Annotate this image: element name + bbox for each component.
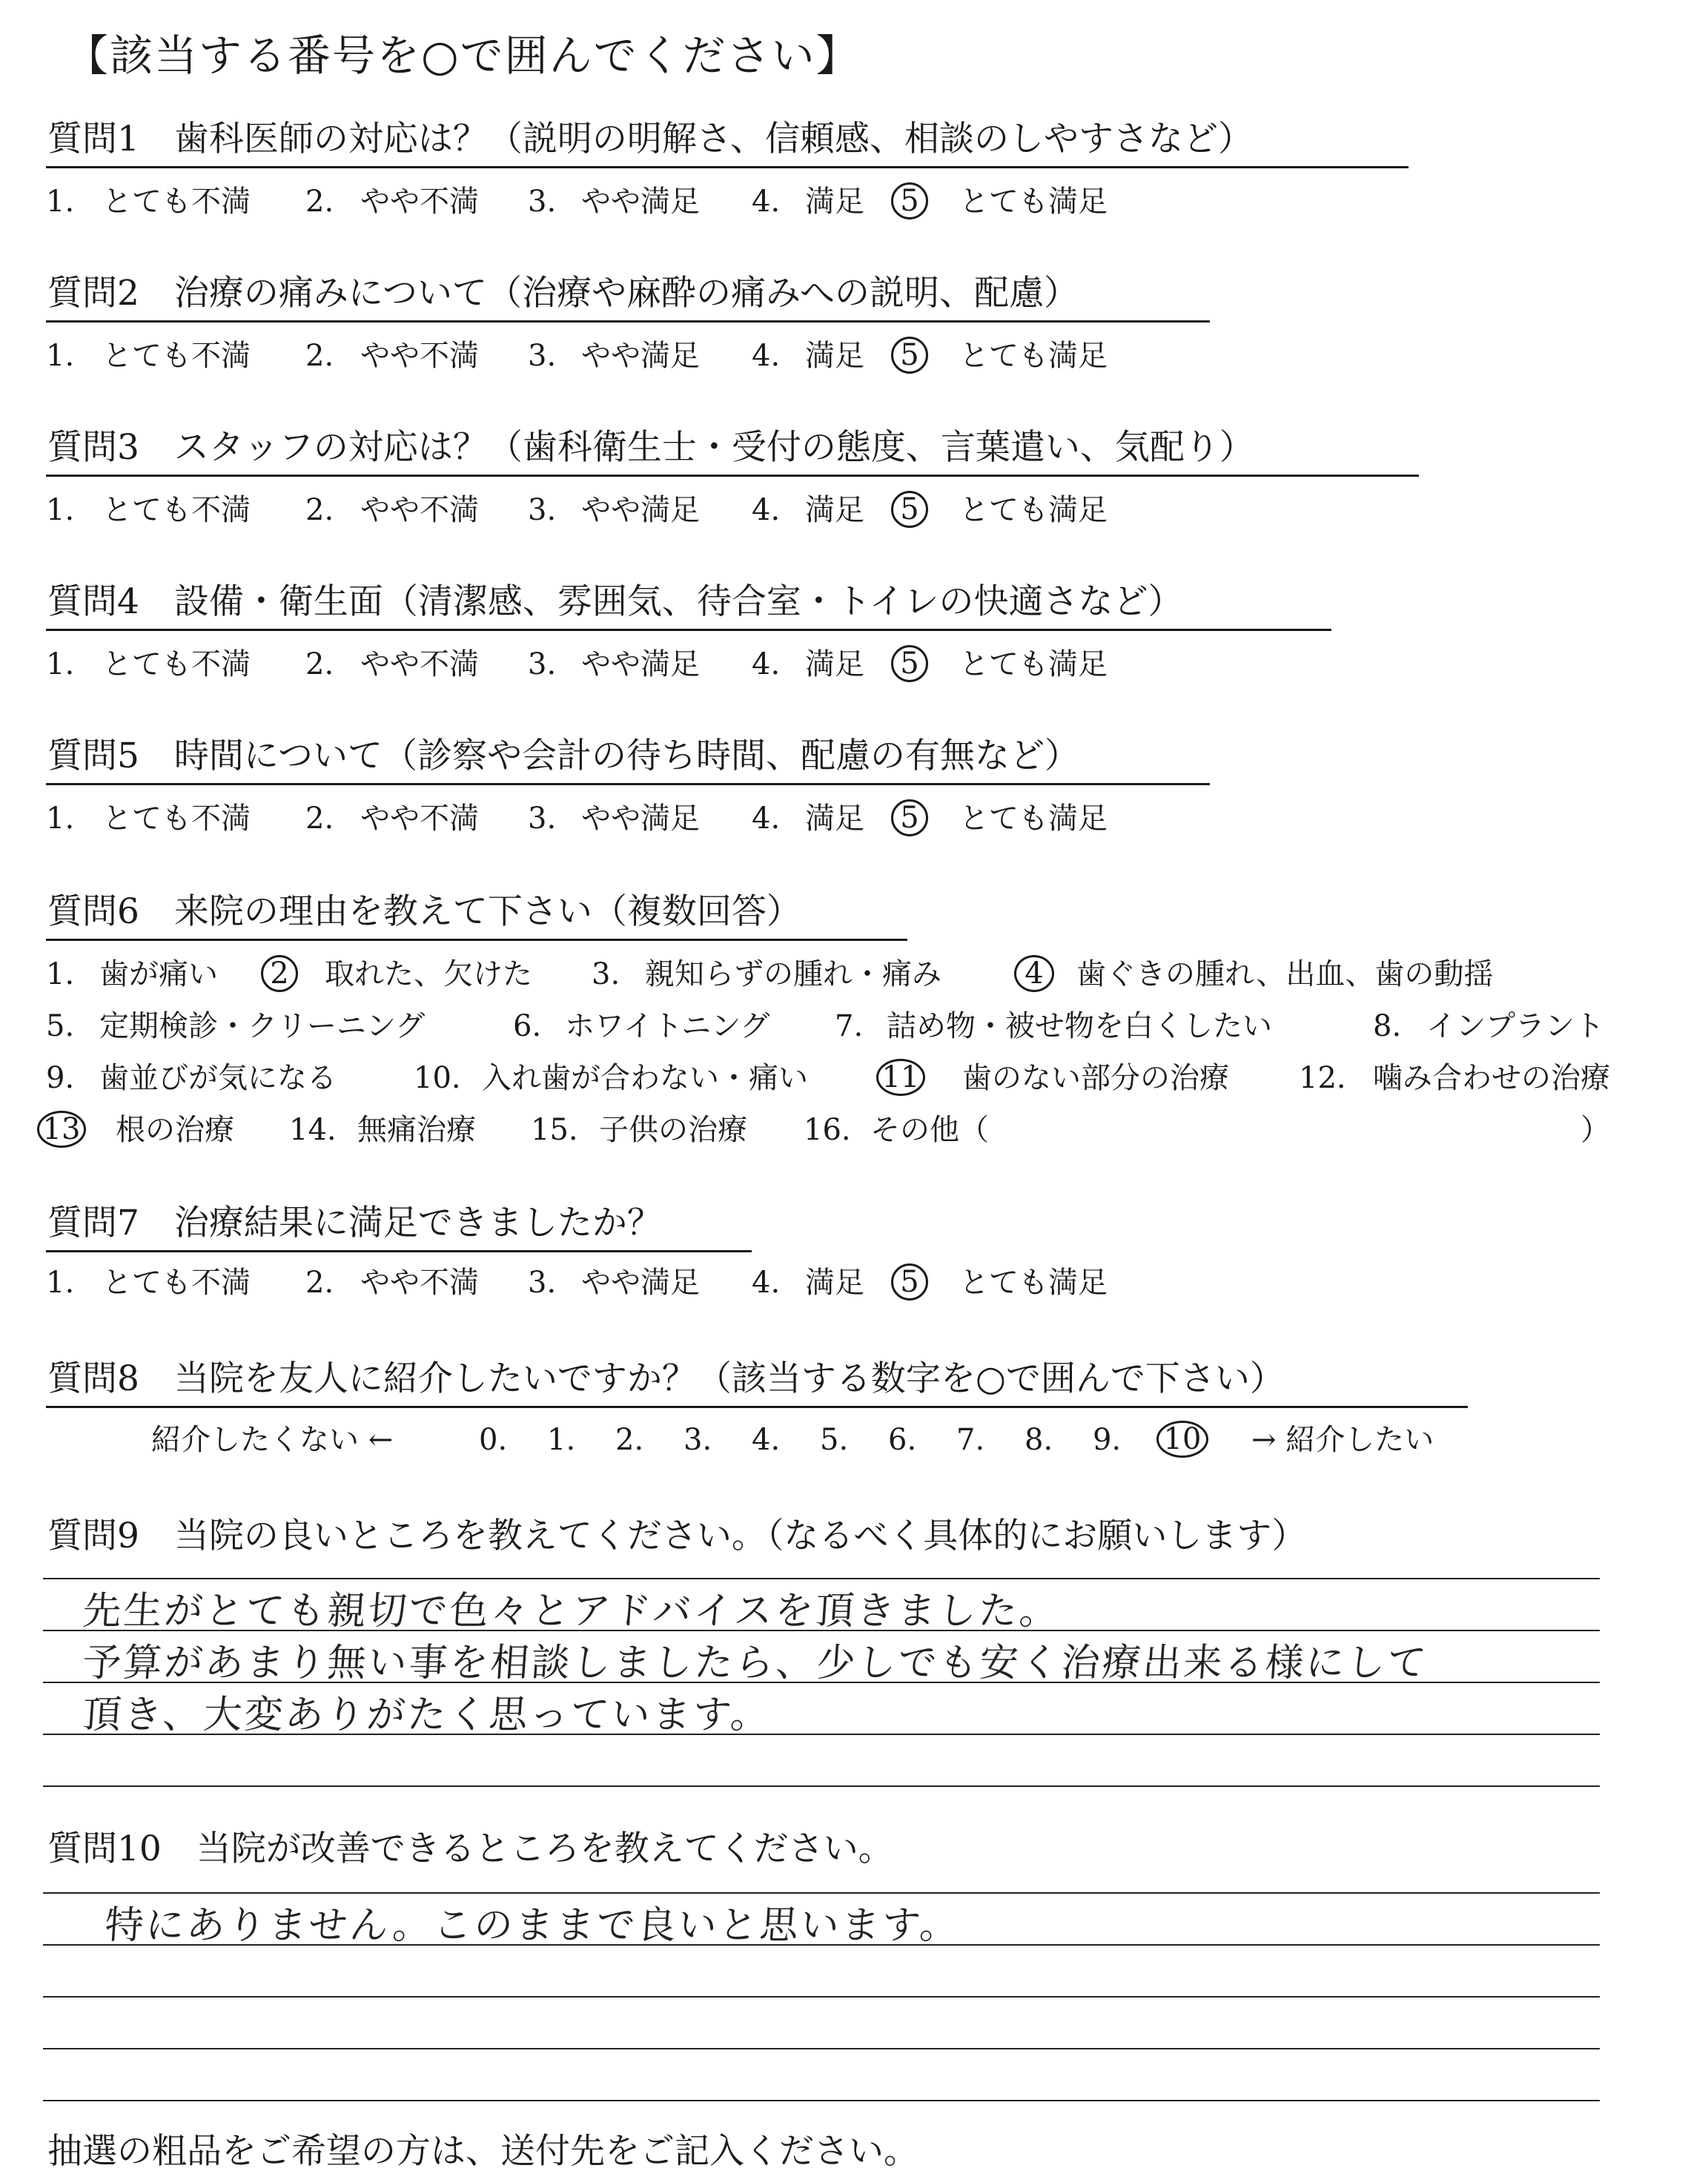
opt-num: 4. [752, 185, 781, 219]
selected-circle[interactable]: 4 [1014, 955, 1054, 992]
opt-label[interactable]: 取れた、欠けた [325, 957, 532, 991]
opt-label[interactable]: その他（ [870, 1113, 989, 1147]
opt-label[interactable]: 根の治療 [116, 1113, 234, 1147]
answer-line [43, 2048, 1600, 2049]
selected-circle[interactable]: 5 [891, 182, 928, 219]
opt-num: 6. [513, 1009, 542, 1043]
opt-label[interactable]: 満足 [805, 647, 864, 681]
scale-8[interactable]: 8. [1025, 1423, 1053, 1457]
opt-label[interactable]: 満足 [805, 1266, 864, 1300]
opt-label[interactable]: とても不満 [102, 1266, 251, 1300]
opt-num: 10. [414, 1061, 461, 1095]
opt-num: 3. [528, 647, 557, 681]
handwritten-answer-line: 頂き、大変ありがたく思っています。 [81, 1693, 773, 1737]
opt-num: 15. [531, 1113, 578, 1147]
opt-label[interactable]: 満足 [805, 339, 864, 373]
selected-circle[interactable]: 5 [891, 1263, 928, 1301]
selected-circle[interactable]: 5 [891, 645, 928, 682]
opt-label[interactable]: やや満足 [581, 647, 700, 681]
scale-9[interactable]: 9. [1093, 1423, 1122, 1457]
opt-num: 2. [305, 493, 334, 527]
opt-label[interactable]: やや満足 [581, 1266, 700, 1300]
opt-num: 1. [46, 647, 75, 681]
question-5-underline [46, 783, 1210, 785]
opt-label[interactable]: やや満足 [581, 493, 700, 527]
selected-circle[interactable]: 5 [891, 799, 928, 836]
scale-right-label: → 紹介したい [1251, 1423, 1434, 1457]
selected-circle[interactable]: 13 [37, 1111, 86, 1148]
opt-label[interactable]: とても満足 [959, 1266, 1108, 1300]
opt-num: 1. [46, 185, 75, 219]
answer-line [43, 2100, 1600, 2101]
other-close-paren: ） [1580, 1113, 1610, 1147]
handwritten-answer-line: 予算があまり無い事を相談しましたら、少しでも安く治療出来る様にして [81, 1641, 1430, 1685]
question-6-title: 質問6 来院の理由を教えて下さい（複数回答） [47, 891, 801, 932]
opt-label[interactable]: 満足 [805, 185, 864, 219]
opt-num: 3. [528, 1266, 557, 1300]
opt-label[interactable]: とても満足 [959, 185, 1108, 219]
opt-label[interactable]: 噛み合わせの治療 [1373, 1061, 1610, 1095]
question-7-underline [46, 1250, 752, 1252]
opt-num: 3. [528, 339, 557, 373]
opt-num: 1. [46, 802, 75, 836]
opt-label[interactable]: 歯のない部分の治療 [962, 1061, 1229, 1095]
selected-circle[interactable]: 10 [1156, 1421, 1208, 1458]
opt-num: 3. [592, 957, 620, 991]
scale-4[interactable]: 4. [752, 1423, 781, 1457]
opt-label[interactable]: とても不満 [102, 185, 251, 219]
scale-6[interactable]: 6. [888, 1423, 917, 1457]
opt-label[interactable]: 満足 [805, 802, 864, 836]
question-4-underline [46, 629, 1331, 631]
opt-label[interactable]: 子供の治療 [599, 1113, 747, 1147]
selected-circle[interactable]: 5 [891, 491, 928, 528]
question-10-title: 質問10 当院が改善できるところを教えてください。 [47, 1828, 893, 1869]
opt-num: 1. [46, 493, 75, 527]
opt-num: 3. [528, 185, 557, 219]
opt-num: 3. [528, 493, 557, 527]
opt-label[interactable]: やや不満 [360, 802, 479, 836]
opt-num: 14. [289, 1113, 337, 1147]
opt-label[interactable]: 詰め物・被せ物を白くしたい [887, 1009, 1272, 1043]
opt-label[interactable]: やや不満 [360, 339, 479, 373]
opt-label[interactable]: やや満足 [581, 802, 700, 836]
opt-num: 7. [835, 1009, 864, 1043]
opt-label[interactable]: 満足 [805, 493, 864, 527]
answer-line [43, 1996, 1600, 1998]
opt-label[interactable]: 親知らずの腫れ・痛み [645, 957, 941, 991]
question-8-title: 質問8 当院を友人に紹介したいですか？（該当する数字を○で囲んで下さい） [47, 1358, 1285, 1399]
opt-num: 1. [46, 1266, 75, 1300]
opt-num: 1. [46, 339, 75, 373]
question-2-underline [46, 320, 1210, 323]
question-6-underline [46, 939, 907, 941]
opt-num: 2. [305, 802, 334, 836]
selected-circle[interactable]: 5 [891, 337, 928, 374]
answer-line [43, 1785, 1600, 1787]
opt-label[interactable]: 無痛治療 [357, 1113, 476, 1147]
opt-num: 4. [752, 1266, 781, 1300]
question-2-title: 質問2 治療の痛みについて（治療や麻酔の痛みへの説明、配慮） [47, 273, 1079, 314]
scale-0[interactable]: 0. [479, 1423, 508, 1457]
question-1-title: 質問1 歯科医師の対応は？（説明の明解さ、信頼感、相談のしやすさなど） [47, 119, 1254, 159]
opt-label[interactable]: やや不満 [360, 185, 479, 219]
opt-label[interactable]: とても不満 [102, 339, 251, 373]
opt-label[interactable]: 定期検診・クリーニング [99, 1009, 426, 1043]
opt-label[interactable]: とても不満 [102, 493, 251, 527]
question-1-underline [46, 166, 1409, 168]
opt-num: 2. [305, 647, 334, 681]
opt-label[interactable]: 歯ぐきの腫れ、出血、歯の動揺 [1076, 957, 1494, 991]
scale-2[interactable]: 2. [615, 1423, 644, 1457]
opt-label[interactable]: とても満足 [959, 802, 1108, 836]
selected-circle[interactable]: 11 [876, 1059, 925, 1096]
scale-left-label: 紹介したくない ← [151, 1423, 394, 1457]
question-5-title: 質問5 時間について（診察や会計の待ち時間、配慮の有無など） [47, 736, 1079, 776]
opt-label[interactable]: やや不満 [360, 647, 479, 681]
handwritten-answer-line: 特にありません。このままで良いと思います。 [103, 1903, 962, 1948]
question-8-underline [46, 1406, 1468, 1408]
opt-label[interactable]: ホワイトニング [565, 1009, 770, 1043]
opt-num: 2. [305, 185, 334, 219]
opt-num: 2. [305, 1266, 334, 1300]
opt-label[interactable]: とても不満 [102, 647, 251, 681]
form-heading: 【該当する番号を○で囲んでください】 [65, 30, 861, 81]
opt-label[interactable]: やや満足 [581, 339, 700, 373]
question-3-underline [46, 475, 1419, 477]
opt-label[interactable]: やや満足 [581, 185, 700, 219]
opt-label[interactable]: とても満足 [959, 647, 1108, 681]
opt-num: 9. [46, 1061, 75, 1095]
question-9-title: 質問9 当院の良いところを教えてください。（なるべく具体的にお願いします） [47, 1516, 1307, 1556]
opt-num: 3. [528, 802, 557, 836]
scale-5[interactable]: 5. [820, 1423, 849, 1457]
scale-1[interactable]: 1. [547, 1423, 576, 1457]
opt-num: 4. [752, 493, 781, 527]
opt-num: 5. [46, 1009, 75, 1043]
opt-num: 1. [46, 957, 75, 991]
question-4-title: 質問4 設備・衛生面（清潔感、雰囲気、待合室・トイレの快適さなど） [47, 581, 1183, 622]
footer-instruction: 抽選の粗品をご希望の方は、送付先をご記入ください。 [47, 2131, 918, 2172]
opt-label[interactable]: とても満足 [959, 493, 1108, 527]
opt-label[interactable]: インプラント [1426, 1009, 1604, 1043]
scale-7[interactable]: 7. [956, 1423, 985, 1457]
opt-label[interactable]: やや不満 [360, 493, 479, 527]
question-7-title: 質問7 治療結果に満足できましたか？ [47, 1203, 662, 1243]
handwritten-answer-line: 先生がとても親切で色々とアドバイスを頂きました。 [81, 1589, 1062, 1633]
opt-num: 12. [1299, 1061, 1346, 1095]
opt-label[interactable]: とても満足 [959, 339, 1108, 373]
opt-label[interactable]: とても不満 [102, 802, 251, 836]
opt-num: 4. [752, 339, 781, 373]
opt-num: 16. [804, 1113, 851, 1147]
opt-num: 2. [305, 339, 334, 373]
scale-3[interactable]: 3. [683, 1423, 712, 1457]
opt-num: 4. [752, 802, 781, 836]
selected-circle[interactable]: 2 [261, 955, 298, 992]
opt-label[interactable]: 歯が痛い [99, 957, 218, 991]
opt-num: 8. [1373, 1009, 1402, 1043]
opt-label[interactable]: 歯並びが気になる [99, 1061, 337, 1095]
opt-num: 4. [752, 647, 781, 681]
opt-label[interactable]: やや不満 [360, 1266, 479, 1300]
opt-label[interactable]: 入れ歯が合わない・痛い [482, 1061, 808, 1095]
question-3-title: 質問3 スタッフの対応は？（歯科衛生士・受付の態度、言葉遣い、気配り） [47, 427, 1254, 468]
